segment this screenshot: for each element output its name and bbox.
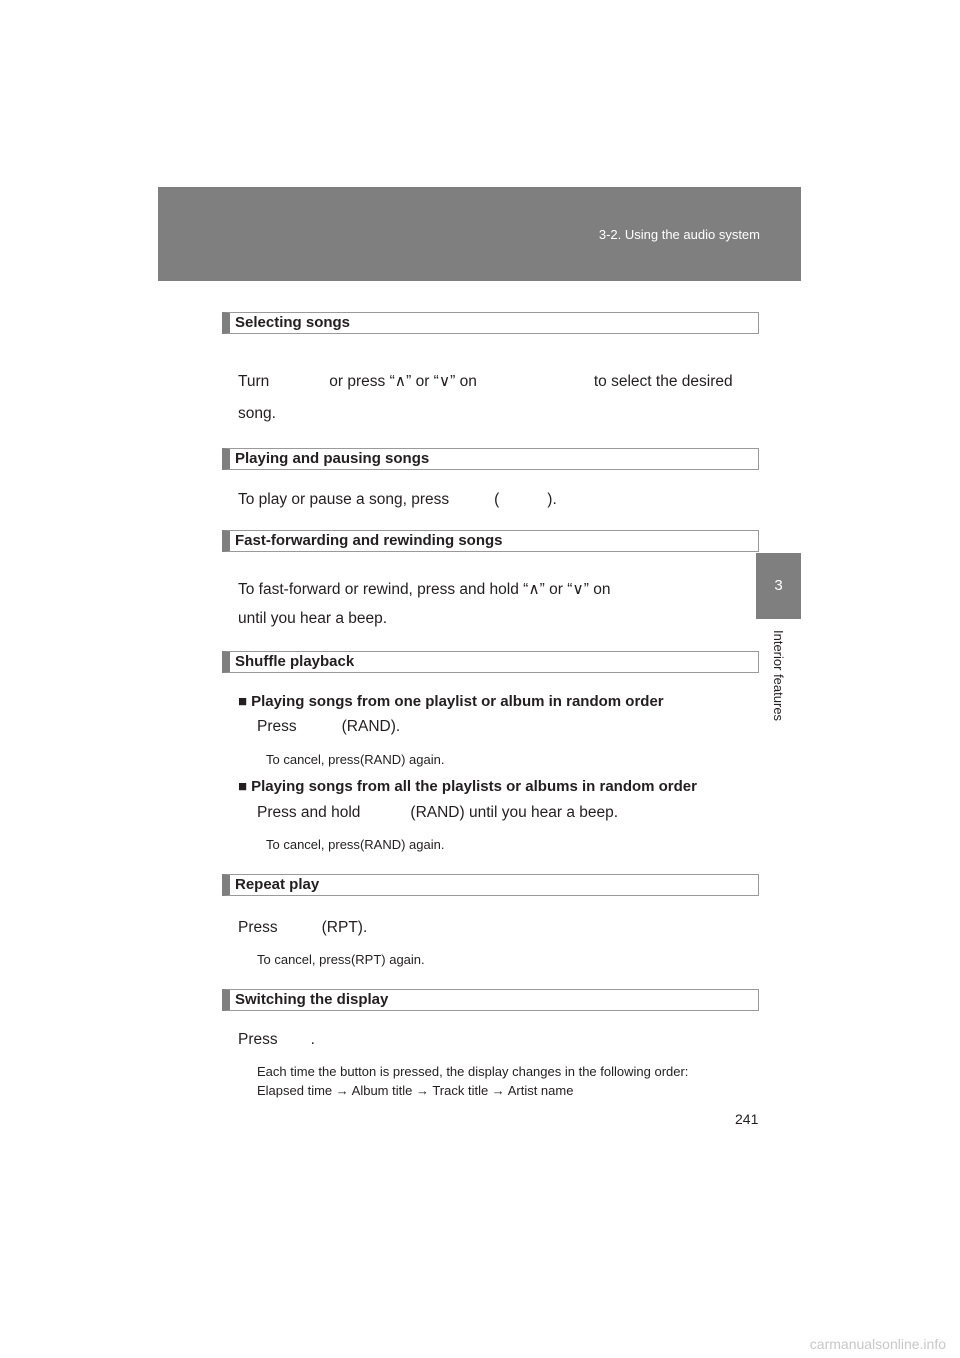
heading-selecting-songs: Selecting songs bbox=[222, 312, 759, 334]
shuffle-note2: To cancel, press(RAND) again. bbox=[266, 837, 445, 852]
repeat-note: To cancel, press(RPT) again. bbox=[257, 952, 425, 967]
heading-playing-pausing: Playing and pausing songs bbox=[222, 448, 759, 470]
display-note-line2: Elapsed time → Album title → Track title → Artist name bbox=[257, 1083, 574, 1098]
heading-fast-forwarding: Fast-forwarding and rewinding songs bbox=[222, 530, 759, 552]
header-band bbox=[158, 187, 801, 281]
heading-repeat-play: Repeat play bbox=[222, 874, 759, 896]
page-number: 241 bbox=[735, 1111, 759, 1127]
shuffle-sub1: ■ Playing songs from one playlist or album in random order bbox=[238, 693, 664, 710]
chapter-tab: 3 bbox=[756, 553, 801, 619]
selecting-line2: song. bbox=[238, 405, 276, 422]
heading-shuffle-playback: Shuffle playback bbox=[222, 651, 759, 673]
watermark: carmanualsonline.info bbox=[809, 1336, 946, 1352]
shuffle-sub2-instruction: Press and hold (RAND) until you hear a beep. bbox=[257, 804, 619, 821]
shuffle-sub1-instruction: Press (RAND). bbox=[257, 718, 401, 735]
square-bullet-icon: ■ bbox=[238, 778, 248, 795]
fastforward-line2: until you hear a beep. bbox=[238, 610, 388, 627]
display-instruction: Press . bbox=[238, 1031, 315, 1048]
shuffle-note1: To cancel, press(RAND) again. bbox=[266, 752, 445, 767]
display-note-line1: Each time the button is pressed, the display changes in the following order: bbox=[257, 1064, 689, 1079]
section-title: 3-2. Using the audio system bbox=[598, 227, 760, 242]
square-bullet-icon: ■ bbox=[238, 693, 248, 710]
playing-line1: To play or pause a song, press ( ). bbox=[238, 491, 557, 508]
fastforward-line1: To fast-forward or rewind, press and hold “∧” or “∨” on bbox=[238, 581, 611, 598]
repeat-instruction: Press (RPT). bbox=[238, 919, 368, 936]
heading-switching-display: Switching the display bbox=[222, 989, 759, 1011]
chapter-label: Interior features bbox=[771, 630, 786, 722]
shuffle-sub2: ■ Playing songs from all the playlists or albums in random order bbox=[238, 778, 697, 795]
selecting-line1: Turn or press “∧” or “∨” on to select the desired bbox=[238, 373, 733, 390]
